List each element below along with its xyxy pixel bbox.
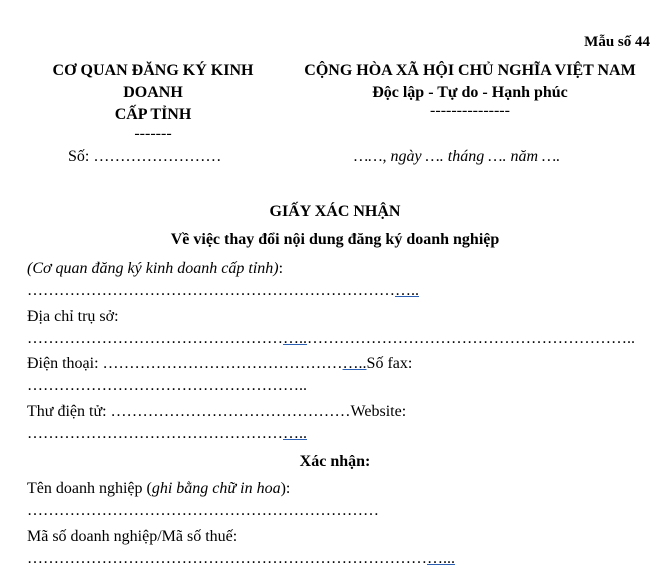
nation-name: CỘNG HÒA XÃ HỘI CHỦ NGHĨA VIỆT NAM — [304, 62, 636, 79]
company-name-dots[interactable]: ………………………………………………………… — [27, 502, 379, 519]
address-dots-start: ………………………………………… — [27, 330, 283, 347]
document-subtitle: Về việc thay đổi nội dung đăng ký doanh nghiệp — [170, 231, 500, 248]
agency-header — [28, 60, 278, 142]
nation-motto: Độc lập - Tự do - Hạnh phúc — [372, 84, 568, 101]
tax-dots-underlined: …... — [427, 550, 455, 567]
agency-dots: …………………………………………………………… — [27, 282, 395, 299]
website-dots: ………………………………………… — [27, 425, 283, 442]
phone-fax-row[interactable] — [27, 355, 412, 373]
website-dots-underlined: ….. — [283, 425, 307, 442]
email-website-row[interactable]: Thư điện tử: ………………………………………Website: — [27, 403, 407, 420]
agency-field-label — [27, 260, 283, 278]
agency-header-line3: CẤP TỈNH — [114, 106, 192, 123]
address-dots-underlined: ….. — [283, 330, 307, 347]
agency-label-colon: : — [278, 260, 284, 277]
tax-code-dots[interactable] — [27, 550, 455, 568]
agency-header-rule: ------- — [134, 125, 172, 142]
phone-label: Điện thoại: ……………………………………… — [27, 355, 343, 372]
fax-field-dots[interactable]: …………………………………………….. — [27, 377, 307, 394]
tax-code-label: Mã số doanh nghiệp/Mã số thuế: — [27, 528, 238, 545]
agency-header-line2: DOANH — [123, 84, 183, 101]
company-label-italic: ghi bằng chữ in hoa — [151, 480, 281, 497]
agency-label-italic: (Cơ quan đăng ký kinh doanh cấp tỉnh) — [27, 260, 279, 277]
agency-field-dots[interactable] — [27, 282, 419, 300]
address-field-dots[interactable] — [27, 330, 635, 348]
company-label-end: ): — [280, 480, 291, 497]
address-dots-end: …………………………………………………….. — [307, 330, 635, 347]
document-number: Số: …………………… — [68, 148, 222, 165]
nation-rule: --------------- — [430, 102, 510, 119]
phone-dots-underlined: ….. — [342, 355, 367, 372]
tax-dots: ………………………………………………………………… — [27, 550, 427, 567]
document-title: GIẤY XÁC NHẬN — [269, 203, 401, 220]
address-field-label: Địa chỉ trụ sở: — [27, 308, 119, 325]
fax-label: Số fax: — [366, 355, 413, 372]
form-number: Mẫu số 44 — [584, 34, 650, 50]
agency-dots-underlined: ….. — [395, 282, 419, 299]
company-label-start: Tên doanh nghiệp ( — [27, 480, 152, 497]
nation-header — [290, 60, 650, 118]
website-field-dots[interactable] — [27, 425, 307, 443]
issue-date: ……, ngày …. tháng …. năm …. — [354, 148, 561, 165]
company-name-label — [27, 480, 290, 498]
confirm-heading: Xác nhận: — [299, 453, 371, 470]
agency-header-line1: CƠ QUAN ĐĂNG KÝ KINH — [52, 62, 254, 79]
